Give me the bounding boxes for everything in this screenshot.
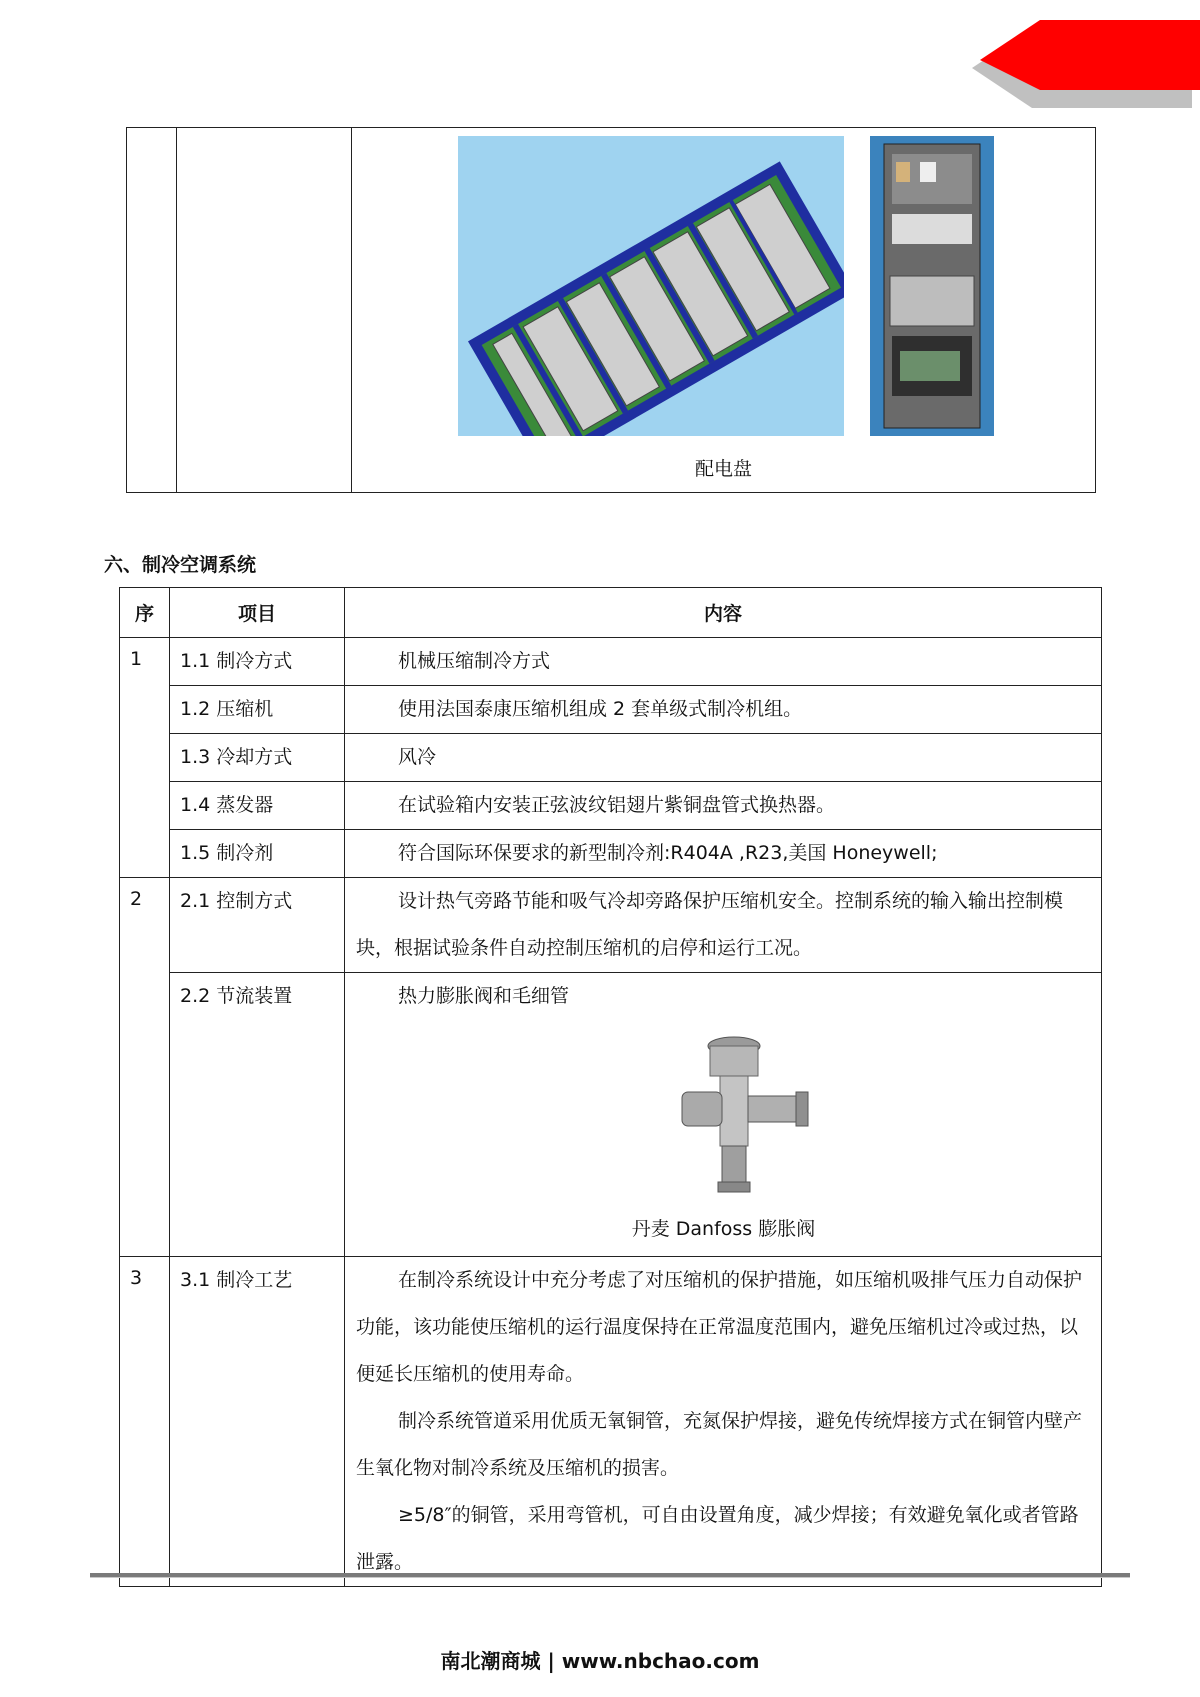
section-title: 六、制冷空调系统 — [104, 554, 257, 576]
electrical-panel-cad-drawing-icon — [458, 136, 844, 436]
content-text: 热力膨胀阀和毛细管 — [398, 985, 570, 1007]
content-text: 设计热气旁路节能和吸气冷却旁路保护压缩机安全。控制系统的输入输出控制模块，根据试验条件自动控制压缩机的启停和运行工况。 — [356, 890, 1064, 959]
table-row — [120, 734, 1102, 782]
table-row — [120, 638, 1102, 686]
content-cell — [345, 973, 1102, 1257]
header-item: 项目 — [170, 588, 345, 638]
table-row — [120, 1257, 1102, 1587]
previous-table-fragment — [126, 127, 1096, 493]
item-cell: 1.4 蒸发器 — [170, 782, 345, 830]
expansion-valve-caption: 丹麦 Danfoss 膨胀阀 — [631, 1218, 816, 1240]
item-cell: 1.3 冷却方式 — [170, 734, 345, 782]
content-cell — [345, 830, 1102, 878]
table-row — [120, 878, 1102, 973]
content-text: 使用法国泰康压缩机组成 2 套单级式制冷机组。 — [398, 698, 803, 720]
item-cell: 1.2 压缩机 — [170, 686, 345, 734]
content-cell — [345, 1257, 1102, 1587]
content-text: 在试验箱内安装正弦波纹铝翅片紫铜盘管式换热器。 — [398, 794, 836, 816]
footer-divider — [90, 1573, 1130, 1578]
content-cell — [345, 878, 1102, 973]
figure-caption: 配电盘 — [694, 458, 752, 480]
item-cell: 3.1 制冷工艺 — [170, 1257, 345, 1587]
empty-item-cell — [177, 128, 352, 493]
corner-ribbon — [960, 20, 1200, 110]
empty-seq-cell — [127, 128, 177, 493]
content-text: 符合国际环保要求的新型制冷剂:R404A ,R23,美国 Honeywell; — [398, 842, 938, 864]
expansion-valve-figure — [356, 1020, 1091, 1256]
seq-cell: 3 — [120, 1257, 170, 1587]
electrical-cabinet-photo-icon — [870, 136, 994, 436]
content-text: 机械压缩制冷方式 — [398, 650, 551, 672]
content-cell — [345, 638, 1102, 686]
table-row — [120, 830, 1102, 878]
header-content: 内容 — [345, 588, 1102, 638]
content-paragraph: ≥5/8″的铜管，采用弯管机，可自由设置角度，减少焊接；有效避免氧化或者管路泄露。 — [356, 1504, 1079, 1573]
expansion-valve-icon — [676, 1034, 816, 1199]
seq-cell: 2 — [120, 878, 170, 1257]
table-header-row — [120, 588, 1102, 638]
table-row — [120, 973, 1102, 1257]
content-cell — [345, 734, 1102, 782]
figure-cell — [352, 128, 1096, 493]
item-cell: 1.1 制冷方式 — [170, 638, 345, 686]
footer-text: 南北潮商城 | www.nbchao.com — [440, 1649, 760, 1673]
item-cell: 1.5 制冷剂 — [170, 830, 345, 878]
item-cell: 2.1 控制方式 — [170, 878, 345, 973]
table-row — [120, 686, 1102, 734]
seq-cell: 1 — [120, 638, 170, 878]
item-cell: 2.2 节流装置 — [170, 973, 345, 1257]
header-seq: 序 — [120, 588, 170, 638]
content-paragraph: 在制冷系统设计中充分考虑了对压缩机的保护措施，如压缩机吸排气压力自动保护功能，该功能使压缩机的运行温度保持在正常温度范围内，避免压缩机过冷或过热，以便延长压缩机的使用寿命。 — [356, 1269, 1083, 1385]
table-row — [120, 782, 1102, 830]
content-text: 风冷 — [398, 746, 437, 768]
content-cell — [345, 686, 1102, 734]
content-paragraph: 制冷系统管道采用优质无氧铜管，充氮保护焊接，避免传统焊接方式在铜管内壁产生氧化物对制冷系统及压缩机的损害。 — [356, 1410, 1083, 1479]
content-cell — [345, 782, 1102, 830]
refrigeration-spec-table — [119, 587, 1102, 1587]
